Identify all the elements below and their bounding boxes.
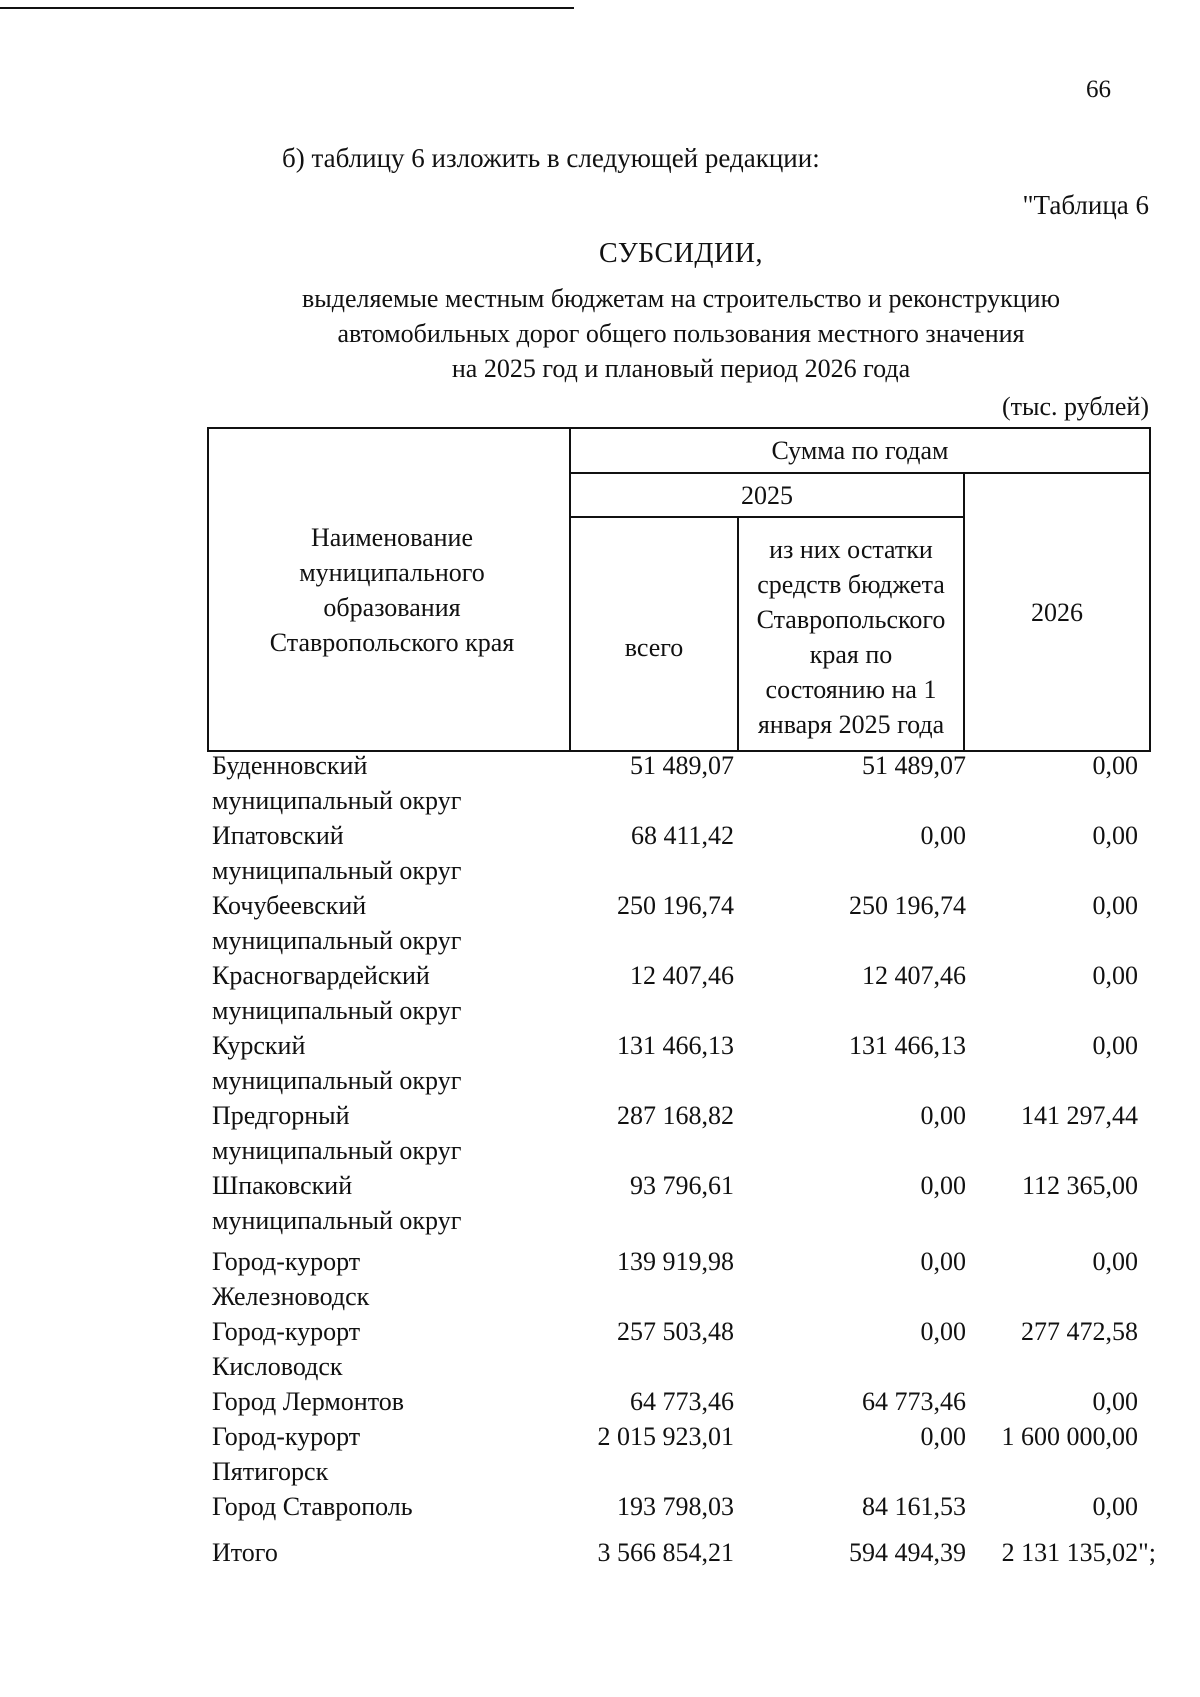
cell-remains-2025: 594 494,39 — [849, 1538, 966, 1567]
cell-remains-2025: 0,00 — [920, 1422, 966, 1451]
cell-total-2025: 250 196,74 — [617, 891, 734, 920]
cell-total-2025: 3 566 854,21 — [597, 1538, 734, 1567]
cell-value-2026: 277 472,58 — [1021, 1317, 1138, 1346]
cell-remains-2025: 84 161,53 — [862, 1492, 966, 1521]
document-title: СУБСИДИИ, — [599, 238, 763, 269]
intro-text: б) таблицу 6 изложить в следующей редакции: — [282, 143, 820, 173]
header-border-left — [207, 427, 209, 752]
subtitle-line: выделяемые местным бюджетам на строительство и реконструкцию — [302, 284, 1060, 313]
cell-value-2026: 1 600 000,00 — [1001, 1422, 1138, 1451]
row-name: Шпаковский муниципальный округ — [212, 1171, 462, 1235]
table-header — [207, 427, 1151, 752]
header-sum-by-years: Сумма по годам — [771, 436, 949, 465]
page-number: 66 — [1086, 76, 1111, 103]
cell-total-2025: 93 796,61 — [630, 1171, 734, 1200]
cell-value-2026: 0,00 — [1092, 891, 1138, 920]
row-name: Город Лермонтов — [212, 1387, 404, 1416]
row-name: Город-курорт Кисловодск — [212, 1317, 361, 1381]
header-remains: из них остатки средств бюджета Ставропольского края по состоянию на 1 января 2025 года — [756, 535, 946, 739]
subtitle-line: автомобильных дорог общего пользования местного значения — [337, 319, 1025, 348]
units-label: (тыс. рублей) — [1001, 392, 1149, 421]
table-label: "Таблица 6 — [1022, 190, 1149, 220]
document-subtitle — [200, 281, 1162, 386]
cell-total-2025: 51 489,07 — [630, 751, 734, 780]
cell-value-2026: 0,00 — [1092, 1387, 1138, 1416]
cell-remains-2025: 0,00 — [920, 1101, 966, 1130]
cell-total-2025: 287 168,82 — [617, 1101, 734, 1130]
header-total: всего — [624, 632, 684, 662]
row-name: Город-курорт Пятигорск — [212, 1422, 361, 1486]
row-name: Город-курорт Железноводск — [212, 1247, 370, 1311]
cell-value-2026: 0,00 — [1092, 961, 1138, 990]
cell-remains-2025: 51 489,07 — [862, 751, 966, 780]
cell-remains-2025: 0,00 — [920, 1247, 966, 1276]
cell-value-2026: 112 365,00 — [1021, 1171, 1138, 1200]
cell-total-2025: 257 503,48 — [617, 1317, 734, 1346]
cell-total-2025: 139 919,98 — [617, 1247, 734, 1276]
cell-total-2025: 12 407,46 — [630, 961, 734, 990]
cell-value-2026: 0,00 — [1092, 1247, 1138, 1276]
row-name: Курский муниципальный округ — [212, 1031, 462, 1095]
header-year-2026: 2026 — [1031, 597, 1083, 627]
cell-remains-2025: 0,00 — [920, 1171, 966, 1200]
cell-remains-2025: 12 407,46 — [862, 961, 966, 990]
row-name: Итого — [212, 1538, 278, 1567]
cell-remains-2025: 0,00 — [920, 821, 966, 850]
cell-total-2025: 64 773,46 — [630, 1387, 734, 1416]
row-name: Предгорный муниципальный округ — [212, 1101, 462, 1165]
cell-total-2025: 2 015 923,01 — [597, 1422, 734, 1451]
header-year-2025: 2025 — [741, 480, 793, 510]
header-border-right — [1149, 427, 1151, 752]
subtitle-line: на 2025 год и плановый период 2026 года — [451, 354, 911, 383]
cell-total-2025: 193 798,03 — [617, 1492, 734, 1521]
cell-remains-2025: 131 466,13 — [849, 1031, 966, 1060]
row-name: Ипатовский муниципальный округ — [212, 821, 462, 885]
cell-remains-2025: 0,00 — [920, 1317, 966, 1346]
row-name: Красногвардейский муниципальный округ — [212, 961, 462, 1025]
row-name: Буденновский муниципальный округ — [212, 751, 462, 815]
header-divider — [737, 516, 739, 752]
row-name: Город Ставрополь — [212, 1492, 413, 1521]
cell-total-2025: 68 411,42 — [630, 821, 734, 850]
top-rule — [0, 7, 574, 9]
cell-value-2026: 141 297,44 — [1021, 1101, 1138, 1130]
cell-value-2026: 0,00 — [1092, 821, 1138, 850]
row-name: Кочубеевский муниципальный округ — [212, 891, 462, 955]
cell-total-2025: 131 466,13 — [617, 1031, 734, 1060]
cell-value-2026: 0,00 — [1092, 1492, 1138, 1521]
cell-remains-2025: 64 773,46 — [862, 1387, 966, 1416]
cell-value-2026: 0,00 — [1092, 751, 1138, 780]
cell-remains-2025: 250 196,74 — [849, 891, 966, 920]
header-name-column: Наименование муниципального образования Ставропольского края — [269, 522, 515, 657]
cell-value-2026: 2 131 135,02"; — [1001, 1538, 1156, 1567]
cell-value-2026: 0,00 — [1092, 1031, 1138, 1060]
